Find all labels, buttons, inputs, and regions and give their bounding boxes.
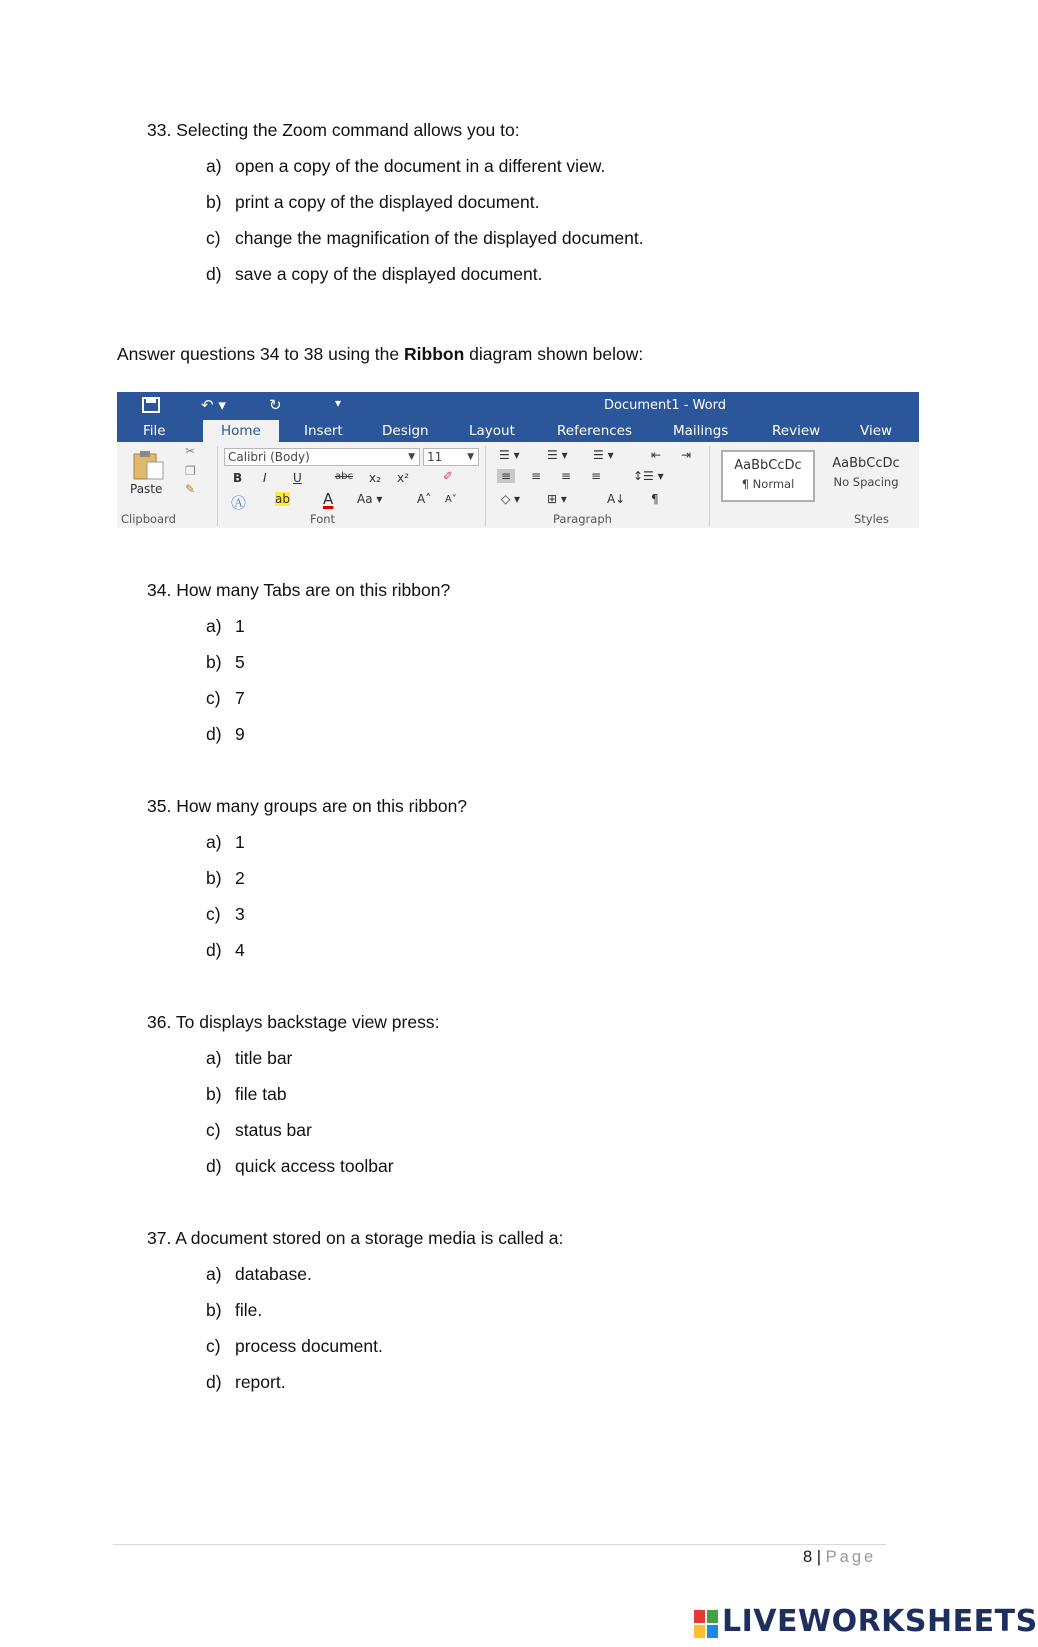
tab-layout[interactable]: Layout <box>469 423 515 439</box>
question-37-option-c[interactable]: c) process document. <box>206 1336 383 1356</box>
align-right-icon[interactable]: ≡ <box>561 469 572 483</box>
question-36-option-c[interactable]: c) status bar <box>206 1120 312 1140</box>
tab-view[interactable]: View <box>860 423 893 439</box>
text-effects-icon[interactable]: Ⓐ <box>231 494 247 512</box>
question-36-option-d[interactable]: d) quick access toolbar <box>206 1156 394 1176</box>
save-icon <box>141 396 161 418</box>
question-37-option-a[interactable]: a) database. <box>206 1264 312 1284</box>
font-name-box[interactable]: Calibri (Body) ▼ <box>224 448 420 466</box>
font-size-box[interactable]: 11 ▼ <box>423 448 479 466</box>
word-ribbon-image <box>117 392 919 528</box>
question-34-option-c[interactable]: c) 7 <box>206 688 245 708</box>
question-33-option-a[interactable]: a) open a copy of the document in a different view. <box>206 156 606 176</box>
bold-icon[interactable]: B <box>233 471 243 485</box>
grow-font-icon[interactable]: A˄ <box>417 492 432 506</box>
group-label-clipboard: Clipboard <box>121 512 176 526</box>
shrink-font-icon[interactable]: A˅ <box>445 494 457 505</box>
line-spacing-icon[interactable]: ↕☰ ▾ <box>633 469 664 483</box>
copy-icon[interactable]: ❐ <box>185 464 196 478</box>
question-33-option-c[interactable]: c) change the magnification of the displayed document. <box>206 228 644 248</box>
ribbon-home-body <box>117 442 919 528</box>
justify-icon[interactable]: ≡ <box>591 469 602 483</box>
question-36-option-b[interactable]: b) file tab <box>206 1084 287 1104</box>
increase-indent-icon[interactable]: ⇥ <box>681 448 692 462</box>
question-34-option-a[interactable]: a) 1 <box>206 616 245 636</box>
liveworksheets-brand[interactable]: LIVEWORKSHEETS <box>722 1604 1038 1639</box>
align-center-icon[interactable]: ≡ <box>531 469 542 483</box>
customize-quick-access-icon: ▾ <box>335 396 342 410</box>
question-33-option-b[interactable]: b) print a copy of the displayed document. <box>206 192 540 212</box>
numbering-icon[interactable]: ☰ ▾ <box>547 448 568 462</box>
paste-icon <box>131 450 165 480</box>
tab-design[interactable]: Design <box>382 423 429 439</box>
question-37-option-b[interactable]: b) file. <box>206 1300 263 1320</box>
subscript-icon[interactable]: x₂ <box>369 471 381 485</box>
highlight-icon[interactable]: ab <box>275 492 290 506</box>
paste-button-label[interactable]: Paste <box>130 482 163 496</box>
tab-home[interactable]: Home <box>203 420 279 442</box>
question-37-option-d[interactable]: d) report. <box>206 1372 286 1392</box>
page-number: 8 | Page <box>803 1548 877 1566</box>
change-case-icon[interactable]: Aa ▾ <box>357 492 383 506</box>
group-divider <box>217 446 218 526</box>
question-36-title: 36. To displays backstage view press: <box>147 1012 440 1032</box>
bullets-icon[interactable]: ☰ ▾ <box>499 448 520 462</box>
question-35-option-a[interactable]: a) 1 <box>206 832 245 852</box>
question-33-option-d[interactable]: d) save a copy of the displayed document. <box>206 264 543 284</box>
question-34-title: 34. How many Tabs are on this ribbon? <box>147 580 451 600</box>
tab-mailings[interactable]: Mailings <box>673 423 729 439</box>
question-35-option-b[interactable]: b) 2 <box>206 868 245 888</box>
underline-icon[interactable]: U <box>293 471 302 485</box>
question-35-option-c[interactable]: c) 3 <box>206 904 245 924</box>
ribbon-intro-text: Answer questions 34 to 38 using the Ribbon diagram shown below: <box>117 344 644 364</box>
ribbon-title-bar <box>117 392 919 420</box>
chevron-down-icon: ▼ <box>408 452 415 462</box>
tab-insert[interactable]: Insert <box>304 423 343 439</box>
question-37-title: 37. A document stored on a storage media is called a: <box>147 1228 564 1248</box>
question-35-title: 35. How many groups are on this ribbon? <box>147 796 468 816</box>
strikethrough-icon[interactable]: abc <box>335 471 353 482</box>
group-label-paragraph: Paragraph <box>553 512 612 526</box>
tab-review[interactable]: Review <box>772 423 821 439</box>
shading-icon[interactable]: ◇ ▾ <box>501 492 521 506</box>
redo-icon: ↻ <box>269 396 282 414</box>
liveworksheets-logo-icon <box>694 1608 720 1640</box>
chevron-down-icon: ▼ <box>467 452 474 462</box>
document-title: Document1 - Word <box>604 398 726 413</box>
group-divider <box>709 446 710 526</box>
style-no-spacing[interactable]: AaBbCcDc No Spacing <box>832 456 900 489</box>
group-divider <box>485 446 486 526</box>
format-painter-icon[interactable]: ✎ <box>185 482 196 496</box>
question-36-option-a[interactable]: a) title bar <box>206 1048 293 1068</box>
font-color-icon[interactable]: A <box>323 490 334 508</box>
show-formatting-marks-icon[interactable]: ¶ <box>651 492 659 506</box>
group-label-font: Font <box>310 512 336 526</box>
multilevel-list-icon[interactable]: ☰ ▾ <box>593 448 614 462</box>
tab-references[interactable]: References <box>557 423 633 439</box>
style-normal[interactable]: AaBbCcDc ¶ Normal <box>721 450 815 502</box>
decrease-indent-icon[interactable]: ⇤ <box>651 448 662 462</box>
italic-icon[interactable]: I <box>263 471 267 485</box>
align-left-icon[interactable]: ≡ <box>497 469 515 483</box>
question-33-title: 33. Selecting the Zoom command allows you to: <box>147 120 520 140</box>
borders-icon[interactable]: ⊞ ▾ <box>547 492 567 506</box>
sort-icon[interactable]: A↓ <box>607 492 626 506</box>
clear-formatting-icon[interactable]: ✐ <box>443 469 454 483</box>
footer-divider <box>113 1544 886 1545</box>
cut-icon[interactable]: ✂ <box>185 444 196 458</box>
question-34-option-d[interactable]: d) 9 <box>206 724 245 744</box>
superscript-icon[interactable]: x² <box>397 471 409 485</box>
question-34-option-b[interactable]: b) 5 <box>206 652 245 672</box>
tab-file[interactable]: File <box>143 423 166 439</box>
undo-icon: ↶ ▾ <box>201 396 226 414</box>
ribbon-tab-bar <box>117 420 919 442</box>
group-label-styles: Styles <box>854 512 889 526</box>
question-35-option-d[interactable]: d) 4 <box>206 940 245 960</box>
